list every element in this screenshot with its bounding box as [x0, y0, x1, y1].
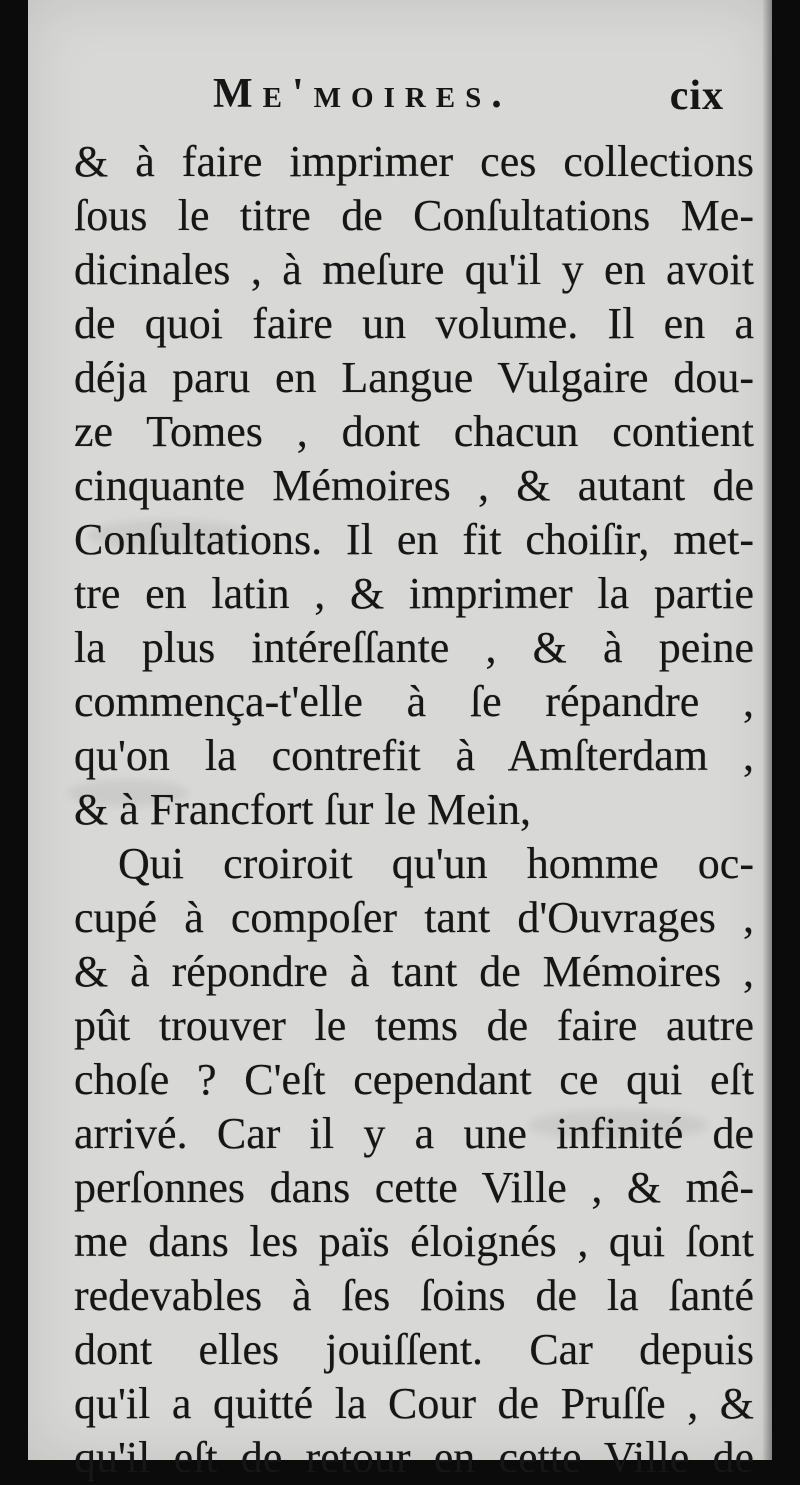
- text-line: commença-t'elle à ſe répandre ,: [74, 677, 754, 726]
- text-line: & à faire imprimer ces collections: [74, 137, 754, 186]
- text-line: la plus intéreſſante , & à peine: [74, 623, 754, 672]
- text-line: cinquante Mémoires , & autant de: [74, 461, 754, 510]
- text-line: de quoi faire un volume. Il en a: [74, 299, 754, 348]
- text-line: pût trouver le tems de faire autre: [74, 1001, 754, 1050]
- text-line: qu'il eſt de retour en cette Ville de: [74, 1433, 754, 1482]
- text-line: & à Francfort ſur le Mein,: [74, 785, 531, 834]
- book-page: [28, 0, 772, 1482]
- text-line: ſous le titre de Conſultations Me-: [74, 191, 754, 240]
- text-line: me dans les païs éloignés , qui ſont: [74, 1217, 754, 1266]
- text-line: qu'on la contrefit à Amſterdam ,: [74, 731, 754, 780]
- text-line: choſe ? C'eſt cependant ce qui eſt: [74, 1055, 754, 1104]
- body-text: [74, 135, 754, 1485]
- text-line: Conſultations. Il en fit choiſir, met-: [74, 515, 754, 564]
- page-number: cix: [669, 73, 724, 119]
- page-header: [28, 70, 772, 130]
- text-line: redevables à ſes ſoins de la ſanté: [74, 1271, 754, 1320]
- text-line: ze Tomes , dont chacun contient: [74, 407, 754, 456]
- text-line: dont elles jouiſſent. Car depuis: [74, 1325, 754, 1374]
- text-line: perſonnes dans cette Ville , & mê-: [74, 1163, 754, 1212]
- text-line: Qui croiroit qu'un homme oc-: [118, 839, 754, 888]
- text-line: tre en latin , & imprimer la partie: [74, 569, 754, 618]
- text-line: déja paru en Langue Vulgaire dou-: [74, 353, 754, 402]
- text-line: dicinales , à meſure qu'il y en avoit: [74, 245, 754, 294]
- text-line: & à répondre à tant de Mémoires ,: [74, 947, 754, 996]
- text-line: cupé à compoſer tant d'Ouvrages ,: [74, 893, 754, 942]
- text-line: arrivé. Car il y a une infinité de: [74, 1109, 754, 1158]
- running-title: Me'moires.: [213, 71, 512, 117]
- text-line: qu'il a quitté la Cour de Pruſſe , &: [74, 1379, 754, 1428]
